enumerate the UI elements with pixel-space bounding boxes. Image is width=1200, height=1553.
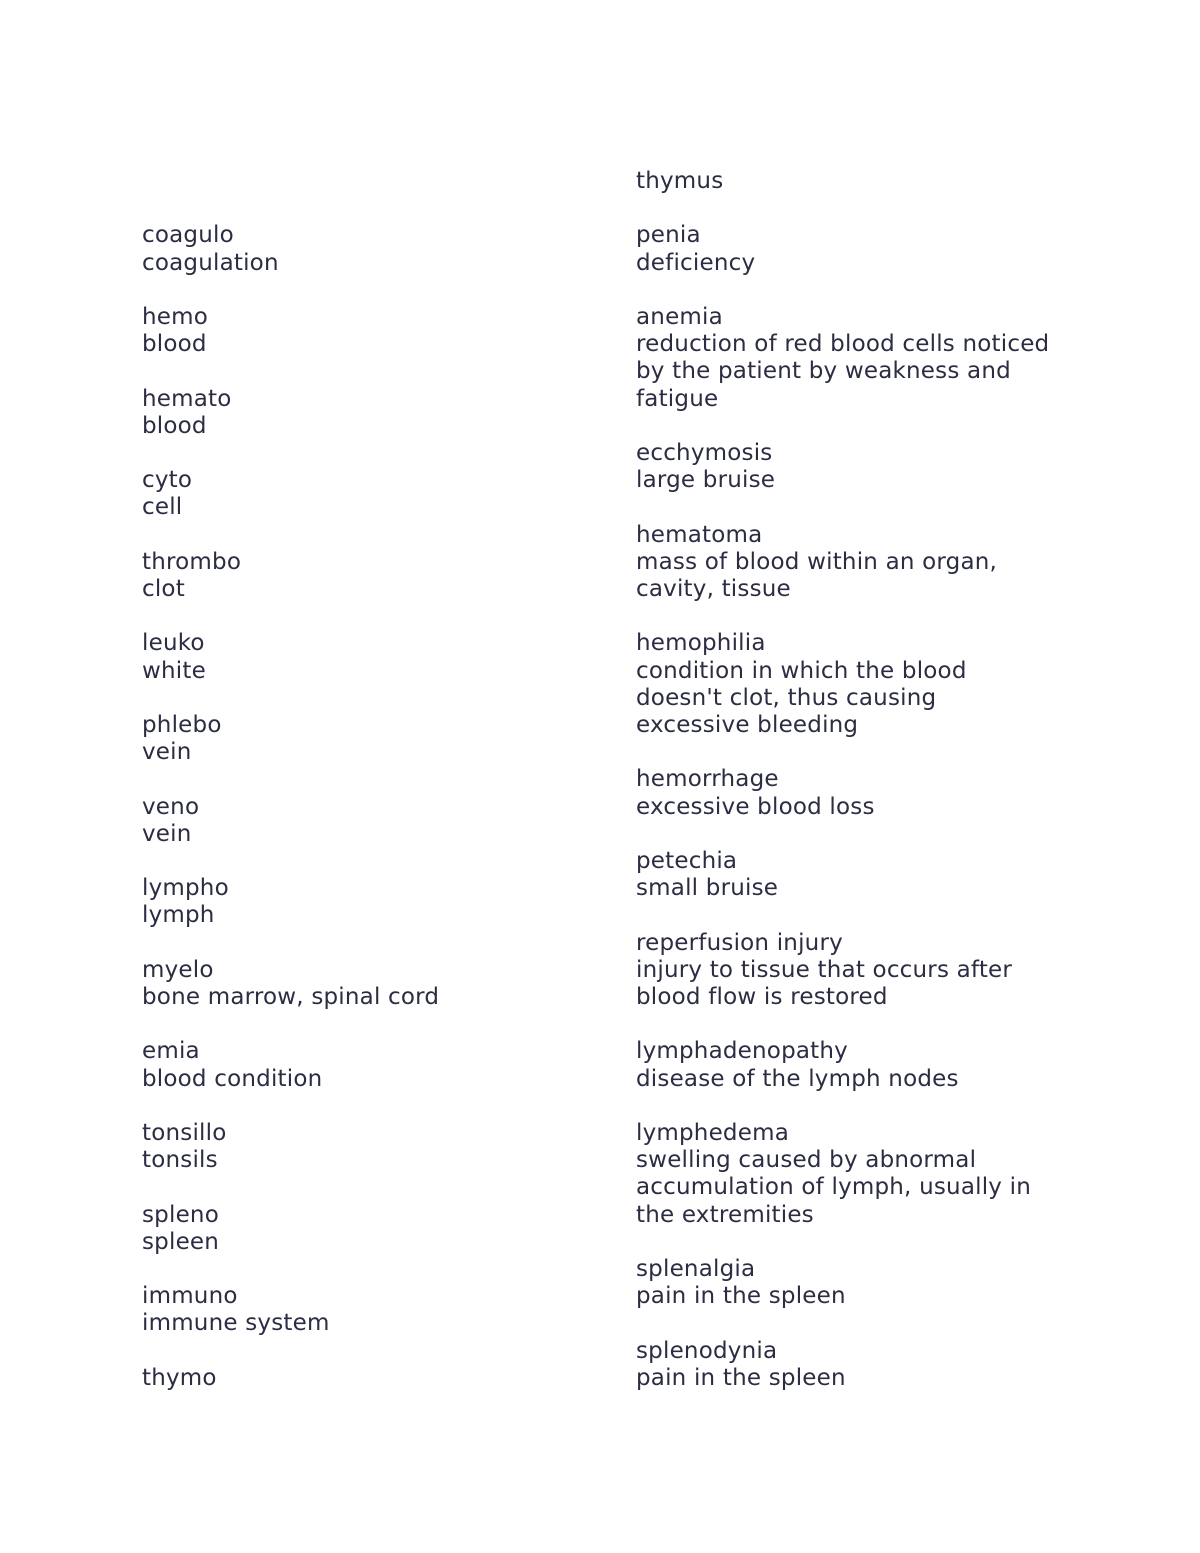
blank-line bbox=[142, 522, 582, 549]
text-line: hemo bbox=[142, 303, 209, 330]
text-line: thymus bbox=[636, 168, 724, 194]
text-line: disease of the lymph nodes bbox=[636, 1065, 959, 1092]
text-line: splenalgia bbox=[636, 1255, 756, 1282]
text-line: accumulation of lymph, usually in bbox=[636, 1174, 1031, 1201]
text-line: emia bbox=[142, 1038, 200, 1065]
text-line: vein bbox=[142, 739, 192, 766]
text-line: coagulo bbox=[142, 222, 234, 249]
blank-line bbox=[636, 603, 1076, 630]
text-line: lympho bbox=[142, 875, 229, 902]
blank-line bbox=[142, 277, 582, 304]
text-line: thrombo bbox=[142, 548, 242, 575]
blank-line bbox=[142, 1338, 582, 1365]
text-line: fatigue bbox=[636, 385, 719, 412]
text-line: blood bbox=[142, 331, 207, 358]
blank-line bbox=[142, 1093, 582, 1120]
right-column bbox=[636, 168, 1076, 1392]
text-line: by the patient by weakness and bbox=[636, 358, 1011, 385]
blank-line bbox=[636, 195, 1076, 222]
blank-line bbox=[142, 1011, 582, 1038]
blank-line bbox=[636, 1093, 1076, 1120]
text-line: doesn't clot, thus causing bbox=[636, 684, 937, 711]
text-line: pain in the spleen bbox=[636, 1364, 846, 1391]
blank-line bbox=[142, 766, 582, 793]
text-line: blood flow is restored bbox=[636, 983, 888, 1010]
text-line: injury to tissue that occurs after bbox=[636, 956, 1013, 983]
text-line: tonsils bbox=[142, 1147, 218, 1174]
text-line: hemato bbox=[142, 385, 232, 412]
text-line: spleen bbox=[142, 1228, 220, 1255]
text-line: immune system bbox=[142, 1310, 330, 1337]
blank-line bbox=[142, 440, 582, 467]
blank-line bbox=[142, 358, 582, 385]
text-line: cavity, tissue bbox=[636, 575, 791, 602]
text-line: hematoma bbox=[636, 521, 763, 548]
blank-line bbox=[142, 1174, 582, 1201]
text-line: the extremities bbox=[636, 1201, 814, 1228]
text-line: clot bbox=[142, 575, 185, 602]
text-line: splenodynia bbox=[636, 1337, 778, 1364]
text-line: veno bbox=[142, 793, 200, 820]
text-line: swelling caused by abnormal bbox=[636, 1147, 977, 1174]
text-line: petechia bbox=[636, 847, 738, 874]
blank-line bbox=[142, 930, 582, 957]
text-line: hemophilia bbox=[636, 630, 766, 657]
blank-line bbox=[636, 1229, 1076, 1256]
text-line: cyto bbox=[142, 467, 193, 494]
text-line: lymphadenopathy bbox=[636, 1038, 848, 1065]
left-column bbox=[142, 168, 582, 1392]
text-line: lymph bbox=[142, 902, 215, 929]
text-line: reduction of red blood cells noticed bbox=[636, 331, 1050, 358]
text-line: excessive bleeding bbox=[636, 711, 859, 738]
text-line: blood bbox=[142, 412, 207, 439]
blank-line bbox=[636, 739, 1076, 766]
text-line: myelo bbox=[142, 956, 214, 983]
text-line: leuko bbox=[142, 630, 205, 657]
text-line: white bbox=[142, 657, 206, 684]
text-line: mass of blood within an organ, bbox=[636, 548, 998, 575]
blank-line bbox=[636, 413, 1076, 440]
blank-line bbox=[142, 1256, 582, 1283]
text-line: vein bbox=[142, 820, 192, 847]
blank-line bbox=[636, 1310, 1076, 1337]
text-line: bone marrow, spinal cord bbox=[142, 983, 440, 1010]
blank-line bbox=[142, 685, 582, 712]
text-line: tonsillo bbox=[142, 1119, 227, 1146]
text-line: coagulation bbox=[142, 249, 279, 276]
blank-line bbox=[142, 168, 582, 195]
text-line: immuno bbox=[142, 1283, 238, 1310]
text-line: thymo bbox=[142, 1364, 217, 1391]
blank-line bbox=[636, 277, 1076, 304]
text-line: pain in the spleen bbox=[636, 1283, 846, 1310]
text-line: spleno bbox=[142, 1201, 219, 1228]
text-line: hemorrhage bbox=[636, 766, 779, 793]
text-line: condition in which the blood bbox=[636, 657, 967, 684]
blank-line bbox=[636, 902, 1076, 929]
text-line: blood condition bbox=[142, 1065, 323, 1092]
blank-line bbox=[636, 821, 1076, 848]
blank-line bbox=[142, 848, 582, 875]
text-line: anemia bbox=[636, 303, 723, 330]
text-line: small bruise bbox=[636, 875, 779, 902]
blank-line bbox=[142, 195, 582, 222]
blank-line bbox=[636, 494, 1076, 521]
blank-line bbox=[636, 1011, 1076, 1038]
text-line: reperfusion injury bbox=[636, 929, 843, 956]
text-line: deficiency bbox=[636, 249, 756, 276]
text-line: phlebo bbox=[142, 711, 222, 738]
text-line: lymphedema bbox=[636, 1119, 789, 1146]
text-line: ecchymosis bbox=[636, 439, 773, 466]
text-line: cell bbox=[142, 494, 183, 521]
text-line: large bruise bbox=[636, 467, 776, 494]
text-line: penia bbox=[636, 222, 701, 249]
text-line: excessive blood loss bbox=[636, 793, 875, 820]
blank-line bbox=[142, 603, 582, 630]
